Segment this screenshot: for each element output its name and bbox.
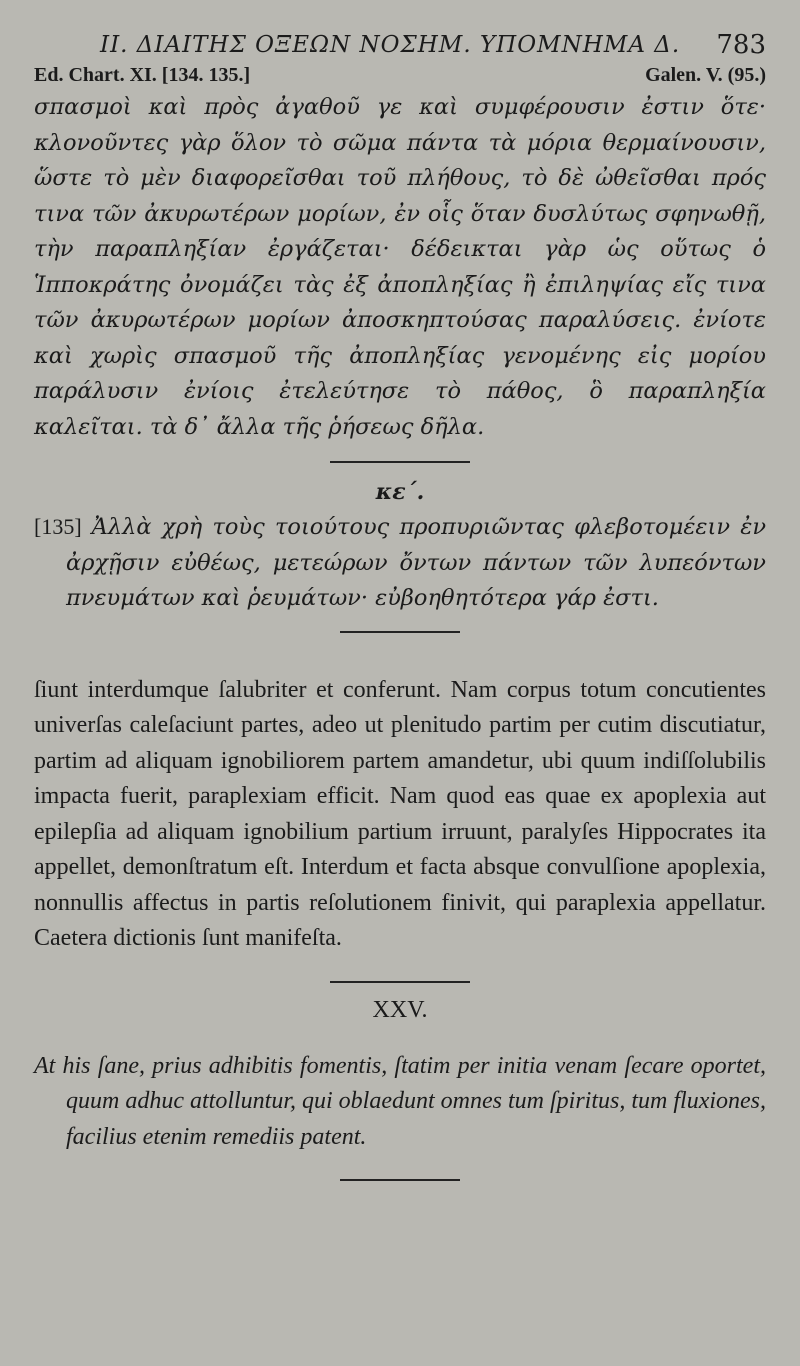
greek-aphorism-paragraph <box>34 509 766 617</box>
greek-text-block <box>34 90 766 445</box>
page-number: 783 <box>716 30 766 60</box>
edition-reference-line <box>34 62 766 90</box>
latin-aphorism-block <box>34 1049 766 1156</box>
greek-aphorism-block <box>34 509 766 617</box>
latin-commentary-paragraph: ſiunt interdumque ſalubriter et conferunt. Nam corpus totum concutientes univerſas caleſaciunt partes, adeo ut plenitudo partim per cutim discutiatur, partim ad aliquam ignobiliorem partem amandetur, ubi quum indiſſolubilis impacta fuerit, paraplexiam efficit. Nam quod eas quae ex apoplexia aut epilepſia ad aliquam ignobilium partium irruunt, paralyſes Hippocrates ita appellet, demonſtratum eſt. Interdum et facta absque convulſione apoplexia, nonnullis affectus in partis reſolutionem finivit, qui paraplexia appellatur. Caetera dictionis ſunt manifeſta. <box>34 676 766 951</box>
latin-aphorism-paragraph: At his ſane, prius adhibitis fomentis, ſtatim per initia venam ſecare oportet, quum adhuc attolluntur, qui oblaedunt omnes tum ſpiritus, tum fluxiones, facilius etenim remediis patent. <box>34 1052 766 1150</box>
greek-section-number: κε΄. <box>375 479 425 505</box>
edition-reference-chartier: Ed. Chart. XI. [134. 135.] <box>34 64 251 86</box>
section-divider <box>340 1179 460 1181</box>
section-mark: [135] <box>34 514 82 539</box>
running-title: ΙΙ. ΔΙΑΙΤΗΣ ΟΞΕΩΝ ΝΟΣΗΜ. ΥΠΟΜΝΗΜΑ Δ. <box>100 32 681 58</box>
greek-aphorism-text: Ἀλλὰ χρὴ τοὺς τοιούτους προπυριῶντας φλεβοτομέειν ἐν ἀρχῇσιν εὐθέως, μετεώρων ὄντων πάντων τῶν λυπεόντων πνευμάτων καὶ ῥευμάτων· εὐβοηθητότερα γάρ ἐστι. <box>66 514 766 611</box>
section-divider <box>330 461 470 463</box>
section-divider <box>340 631 460 633</box>
running-head <box>34 26 766 62</box>
edition-reference-galen: Galen. V. (95.) <box>645 64 766 86</box>
latin-commentary-block <box>34 673 766 957</box>
greek-commentary-paragraph: σπασμοὶ καὶ πρὸς ἀγαθοῦ γε καὶ συμφέρουσιν ἐστιν ὅτε· κλονοῦντες γὰρ ὅλον τὸ σῶμα πάντα τὰ μόρια θερμαίνουσιν, ὥστε τὸ μὲν διαφορεῖσθαι τοῦ πλήθους, τὸ δὲ ὠθεῖσθαι πρός τινα τῶν ἀκυρωτέρων μορίων, ἐν οἷς ὅταν δυσλύτως σφηνωθῇ, τὴν παραπληξίαν ἐργάζεται· δέδεικται γὰρ ὡς οὕτως ὁ Ἱπποκράτης ὀνομάζει τὰς ἐξ ἀποπληξίας ἢ ἐπιληψίας εἴς τινα τῶν ἀκυρωτέρων μορίων ἀποσκηπτούσας παραλύσεις. ἐνίοτε καὶ χωρὶς σπασμοῦ τῆς ἀποπληξίας γενομένης εἰς μορίου παράλυσιν ἐνίοις ἐτελεύτησε τὸ πάθος, ὃ παραπληξία καλεῖται. τὰ δ᾽ ἄλλα τῆς ῥήσεως δῆλα. <box>34 94 766 440</box>
section-divider <box>330 981 470 983</box>
latin-section-number: XXV. <box>372 996 428 1023</box>
